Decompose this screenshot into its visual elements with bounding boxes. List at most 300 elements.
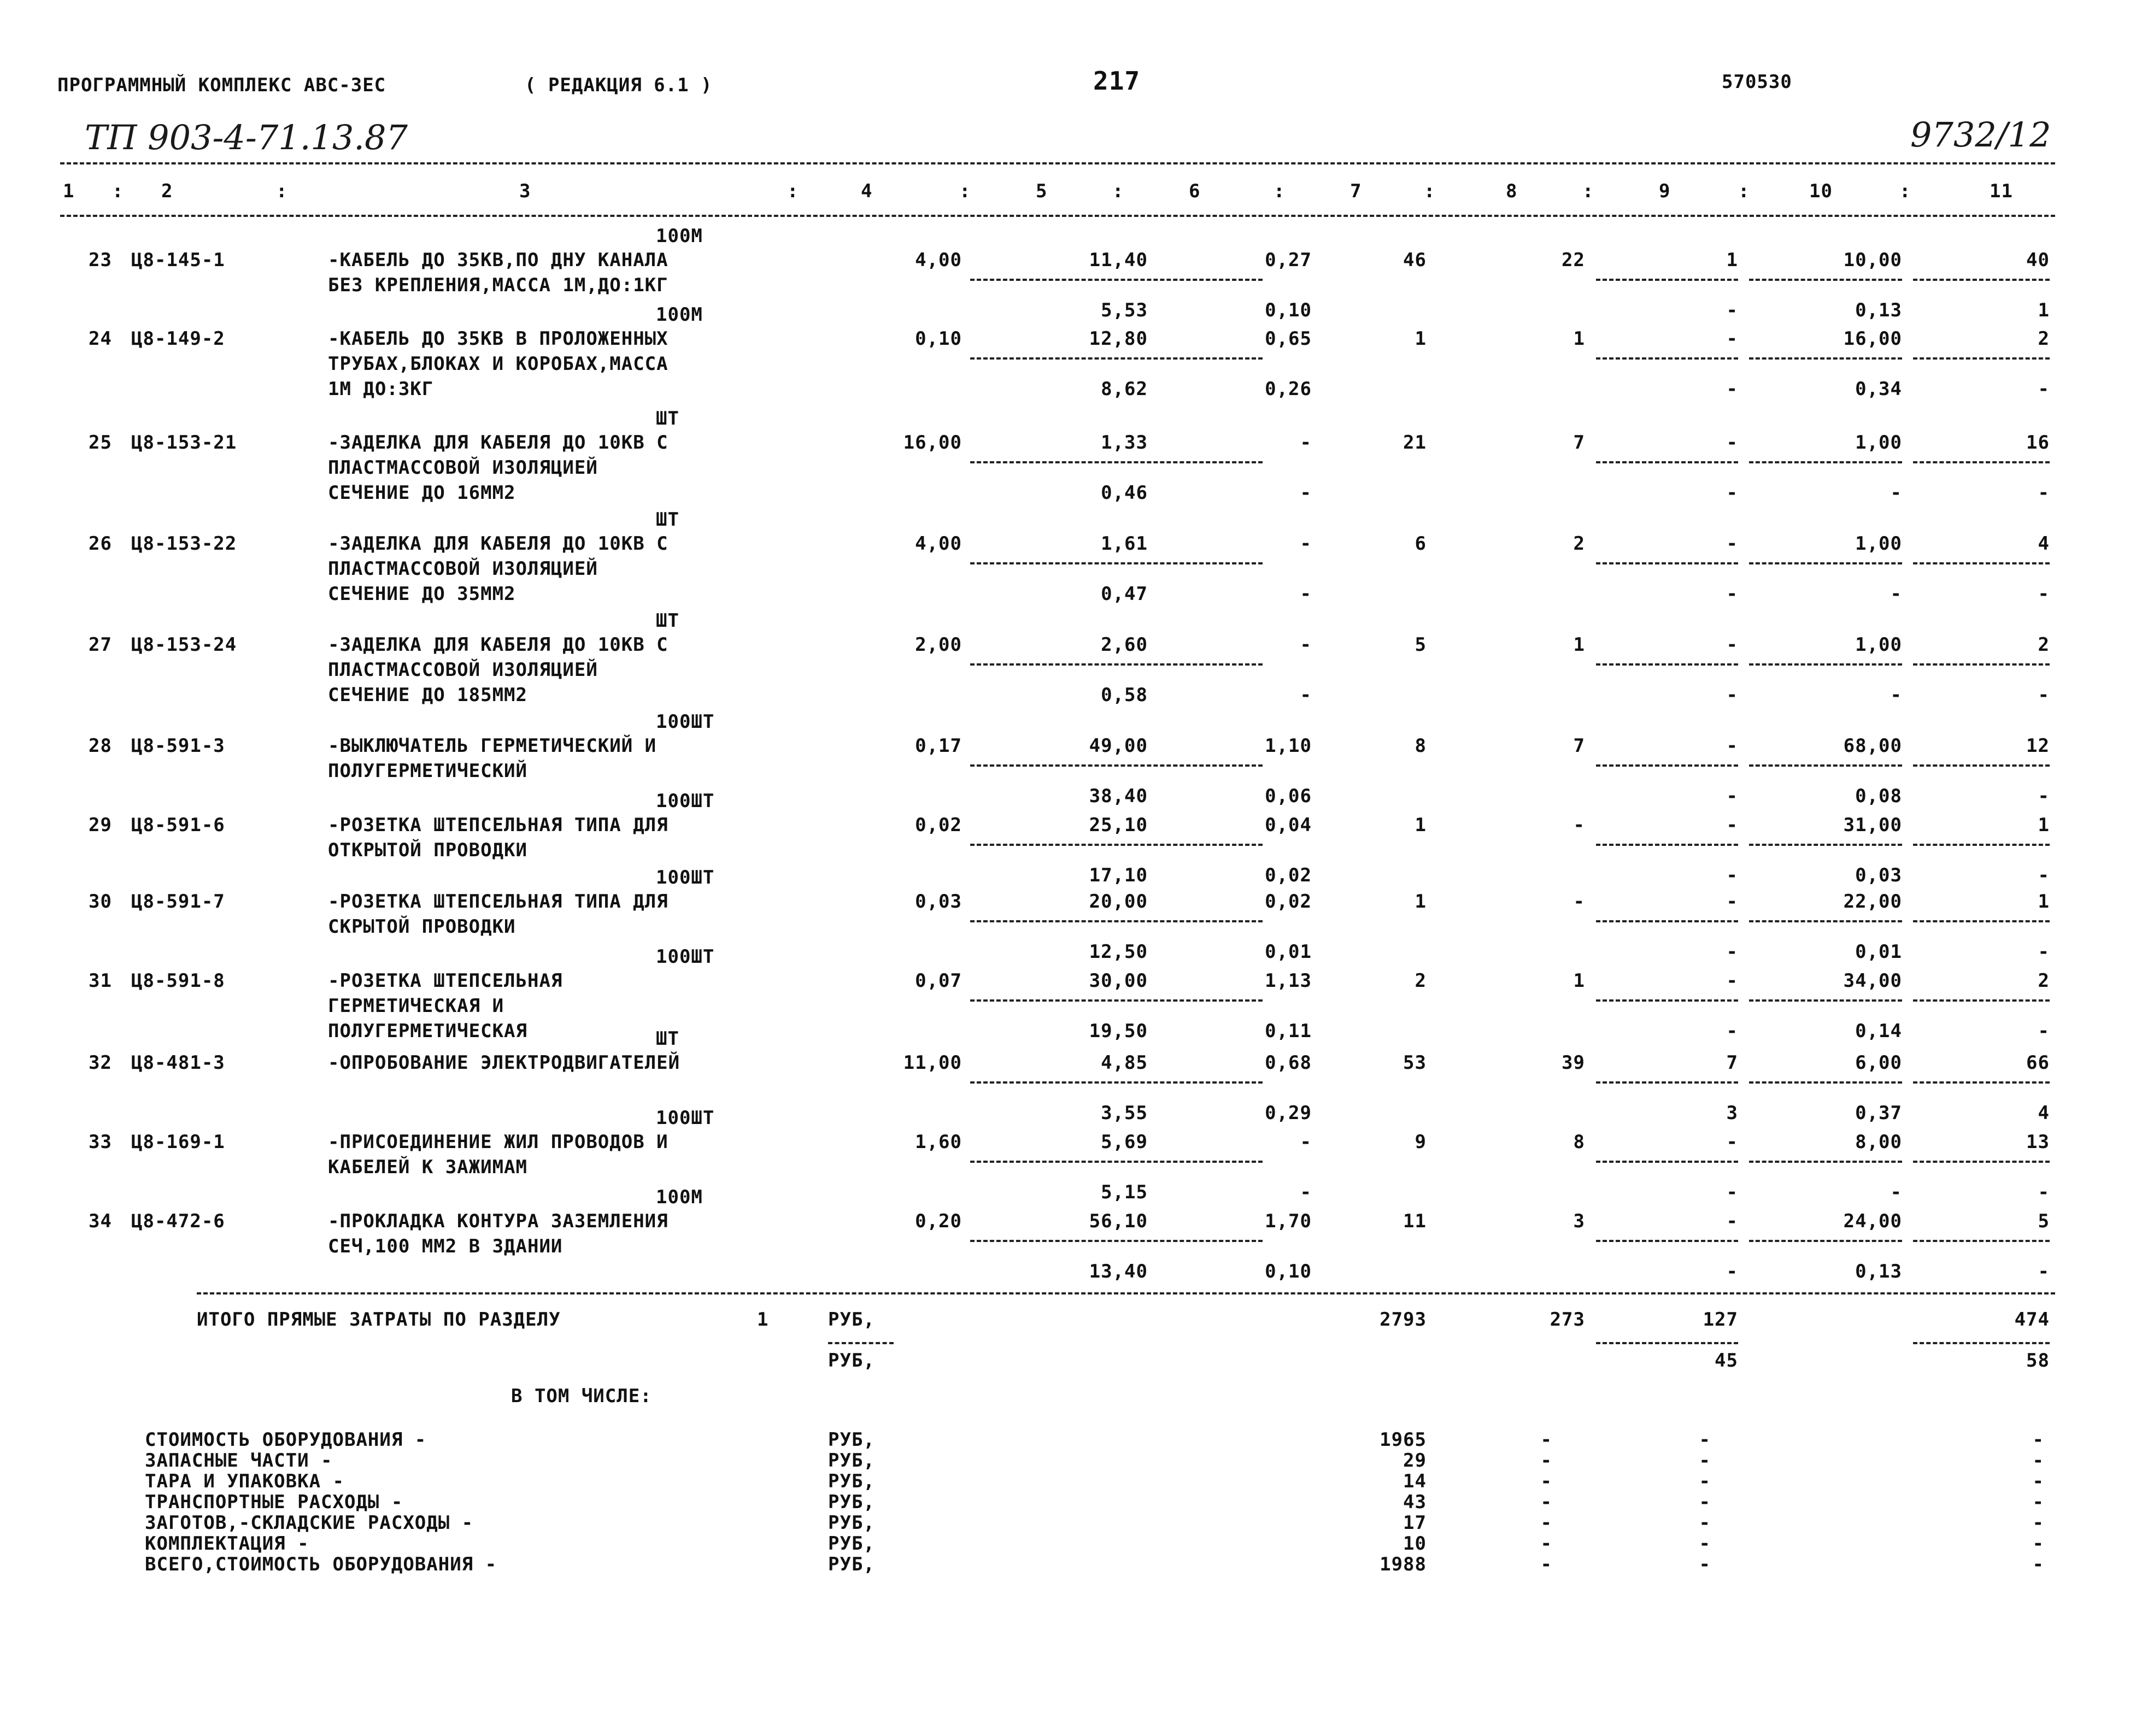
fraction-rule [1913, 920, 2050, 922]
row-description: -ОПРОБОВАНИЕ ЭЛЕКТРОДВИГАТЕЛЕЙ [328, 1052, 680, 1074]
row-c11: 66 [2026, 1052, 2050, 1074]
row-c9: - [1726, 533, 1738, 555]
row-description: СЕЧЕНИЕ ДО 185ММ2 [328, 684, 527, 706]
fraction-rule [1596, 844, 1738, 846]
totals-unit-2: РУБ, [828, 1350, 875, 1372]
row-c6b: - [1300, 684, 1312, 706]
row-c11: 2 [2038, 634, 2050, 656]
page-number: 217 [1093, 66, 1141, 96]
row-description: -ВЫКЛЮЧАТЕЛЬ ГЕРМЕТИЧЕСКИЙ И [328, 735, 657, 757]
fraction-rule [1913, 279, 2050, 281]
row-qty: 0,02 [915, 814, 962, 836]
row-qty: 2,00 [915, 634, 962, 656]
row-c10b: 0,08 [1855, 785, 1902, 807]
row-qty: 0,07 [915, 970, 962, 992]
equipment-label: ТАРА И УПАКОВКА - [145, 1470, 344, 1492]
row-number: 31 [89, 970, 112, 992]
row-description: -ПРОКЛАДКА КОНТУРА ЗАЗЕМЛЕНИЯ [328, 1210, 668, 1232]
row-c6: 0,65 [1265, 328, 1312, 350]
row-c8: 1 [1573, 634, 1585, 656]
row-c11: 12 [2026, 735, 2050, 757]
fraction-rule [1749, 663, 1902, 666]
row-description: ПЛАСТМАССОВОЙ ИЗОЛЯЦИЕЙ [328, 558, 598, 580]
equipment-c9: - [1699, 1470, 1711, 1492]
equipment-c11: - [2032, 1533, 2044, 1555]
row-c5: 56,10 [1089, 1210, 1148, 1232]
row-code: Ц8-153-21 [131, 432, 237, 454]
row-code: Ц8-591-7 [131, 891, 225, 913]
row-c10b: 0,01 [1855, 941, 1902, 963]
row-unit: 100М [656, 225, 703, 247]
totals-c9-rule [1596, 1342, 1738, 1344]
row-number: 26 [89, 533, 112, 555]
row-code: Ц8-153-22 [131, 533, 237, 555]
totals-section: 1 [757, 1309, 769, 1331]
fraction-rule [1913, 999, 2050, 1002]
row-unit: ШТ [656, 610, 679, 632]
row-c6: 1,10 [1265, 735, 1312, 757]
row-c8: - [1573, 814, 1585, 836]
row-c10: 22,00 [1843, 891, 1902, 913]
column-number: 11 [1990, 180, 2013, 202]
row-c5b: 17,10 [1089, 864, 1148, 886]
equipment-label: ЗАГОТОВ,-СКЛАДСКИЕ РАСХОДЫ - [145, 1512, 474, 1534]
equipment-label: ЗАПАСНЫЕ ЧАСТИ - [145, 1450, 333, 1472]
column-separator: : [959, 180, 971, 202]
row-c5b: 5,15 [1101, 1181, 1148, 1203]
row-c10: 6,00 [1855, 1052, 1902, 1074]
equipment-unit: РУБ, [828, 1429, 875, 1451]
column-separator: : [1582, 180, 1594, 202]
row-c10b: - [1890, 583, 1902, 605]
row-c11: 4 [2038, 533, 2050, 555]
row-c10b: 0,13 [1855, 1261, 1902, 1282]
row-description: ПОЛУГЕРМЕТИЧЕСКИЙ [328, 760, 527, 782]
row-qty: 4,00 [915, 533, 962, 555]
row-description: -ПРИСОЕДИНЕНИЕ ЖИЛ ПРОВОДОВ И [328, 1131, 668, 1153]
row-c5b: 0,47 [1101, 583, 1148, 605]
equipment-unit: РУБ, [828, 1553, 875, 1575]
row-c6b: 0,26 [1265, 378, 1312, 400]
fraction-rule [1749, 920, 1902, 922]
row-description: ПЛАСТМАССОВОЙ ИЗОЛЯЦИЕЙ [328, 659, 598, 681]
row-c9b: - [1726, 684, 1738, 706]
equipment-unit: РУБ, [828, 1470, 875, 1492]
row-description: -ЗАДЕЛКА ДЛЯ КАБЕЛЯ ДО 10КВ С [328, 634, 668, 656]
equipment-unit: РУБ, [828, 1512, 875, 1534]
equipment-label: ТРАНСПОРТНЫЕ РАСХОДЫ - [145, 1491, 403, 1513]
fraction-rule [1913, 844, 2050, 846]
program-title: ПРОГРАММНЫЙ КОМПЛЕКС АВС-ЗЕС [57, 74, 386, 96]
row-c6: 1,13 [1265, 970, 1312, 992]
totals-c9b: 45 [1715, 1350, 1738, 1372]
row-c11: 40 [2026, 249, 2050, 271]
row-description: -ЗАДЕЛКА ДЛЯ КАБЕЛЯ ДО 10КВ С [328, 533, 668, 555]
fraction-rule [1596, 663, 1738, 666]
fraction-rule [1596, 999, 1738, 1002]
equipment-c8: - [1540, 1533, 1552, 1555]
row-c10: 16,00 [1843, 328, 1902, 350]
column-separator: : [1112, 180, 1124, 202]
fraction-rule [1596, 1240, 1738, 1242]
row-description: СЕЧЕНИЕ ДО 35ММ2 [328, 583, 516, 605]
row-c9b: - [1726, 941, 1738, 963]
row-description: СЕЧ,100 ММ2 В ЗДАНИИ [328, 1235, 563, 1257]
row-c9b: - [1726, 864, 1738, 886]
row-c11: 2 [2038, 970, 2050, 992]
row-c6: 0,68 [1265, 1052, 1312, 1074]
fraction-rule [1596, 357, 1738, 360]
row-c5b: 19,50 [1089, 1020, 1148, 1042]
row-c11: 5 [2038, 1210, 2050, 1232]
row-number: 32 [89, 1052, 112, 1074]
row-unit: ШТ [656, 509, 679, 531]
row-code: Ц8-481-3 [131, 1052, 225, 1074]
row-c6b: 0,02 [1265, 864, 1312, 886]
row-description: ОТКРЫТОЙ ПРОВОДКИ [328, 839, 527, 861]
row-code: Ц8-591-3 [131, 735, 225, 757]
row-c11b: - [2038, 941, 2050, 963]
row-c10: 31,00 [1843, 814, 1902, 836]
row-unit: 100ШТ [656, 1107, 715, 1129]
row-c6b: 0,01 [1265, 941, 1312, 963]
row-c7: 1 [1415, 814, 1427, 836]
equipment-c11: - [2032, 1470, 2044, 1492]
column-number: 3 [519, 180, 531, 202]
row-c11b: - [2038, 1020, 2050, 1042]
fraction-rule [1913, 357, 2050, 360]
row-unit: ШТ [656, 408, 679, 429]
row-qty: 11,00 [903, 1052, 962, 1074]
column-number: 2 [161, 180, 173, 202]
fraction-rule [1749, 1081, 1902, 1084]
row-c11b: - [2038, 785, 2050, 807]
row-c6b: 0,10 [1265, 1261, 1312, 1282]
equipment-c11: - [2032, 1553, 2044, 1575]
column-number: 8 [1506, 180, 1518, 202]
fraction-rule [970, 279, 1263, 281]
row-c9b: - [1726, 482, 1738, 504]
row-c9: - [1726, 1210, 1738, 1232]
fraction-rule [1749, 1161, 1902, 1163]
equipment-unit: РУБ, [828, 1491, 875, 1513]
row-c8: 22 [1562, 249, 1585, 271]
row-c6: 1,70 [1265, 1210, 1312, 1232]
fraction-rule [1913, 663, 2050, 666]
row-description: СЕЧЕНИЕ ДО 16ММ2 [328, 482, 516, 504]
fraction-rule [1749, 357, 1902, 360]
row-c6: 0,04 [1265, 814, 1312, 836]
totals-c9: 127 [1703, 1309, 1738, 1331]
column-number: 1 [63, 180, 75, 202]
equipment-c7: 43 [1403, 1491, 1427, 1513]
equipment-c7: 14 [1403, 1470, 1427, 1492]
row-c6b: 0,29 [1265, 1102, 1312, 1124]
row-c11b: 4 [2038, 1102, 2050, 1124]
column-number: 10 [1809, 180, 1833, 202]
column-separator: : [1424, 180, 1436, 202]
row-code: Ц8-145-1 [131, 249, 225, 271]
row-c7: 1 [1415, 891, 1427, 913]
fraction-rule [970, 461, 1263, 463]
row-c10b: 0,13 [1855, 299, 1902, 321]
row-code: Ц8-149-2 [131, 328, 225, 350]
fraction-rule [1913, 461, 2050, 463]
row-description: -РОЗЕТКА ШТЕПСЕЛЬНАЯ ТИПА ДЛЯ [328, 814, 668, 836]
row-number: 27 [89, 634, 112, 656]
row-number: 25 [89, 432, 112, 454]
row-c7: 53 [1403, 1052, 1427, 1074]
row-qty: 0,03 [915, 891, 962, 913]
row-c11b: - [2038, 583, 2050, 605]
row-c11b: 1 [2038, 299, 2050, 321]
totals-c8: 273 [1550, 1309, 1585, 1331]
row-description: СКРЫТОЙ ПРОВОДКИ [328, 916, 516, 938]
row-c11b: - [2038, 684, 2050, 706]
row-c9: - [1726, 634, 1738, 656]
row-description: КАБЕЛЕЙ К ЗАЖИМАМ [328, 1156, 527, 1178]
row-c7: 1 [1415, 328, 1427, 350]
row-c5: 12,80 [1089, 328, 1148, 350]
row-c7: 6 [1415, 533, 1427, 555]
row-description: -РОЗЕТКА ШТЕПСЕЛЬНАЯ [328, 970, 563, 992]
row-unit: ШТ [656, 1028, 679, 1050]
row-c9: - [1726, 328, 1738, 350]
row-c5b: 5,53 [1101, 299, 1148, 321]
equipment-c9: - [1699, 1533, 1711, 1555]
fraction-rule [1596, 562, 1738, 564]
row-c11: 16 [2026, 432, 2050, 454]
equipment-c8: - [1540, 1450, 1552, 1472]
fraction-rule [1596, 764, 1738, 767]
row-c11: 1 [2038, 891, 2050, 913]
row-code: Ц8-153-24 [131, 634, 237, 656]
row-c7: 21 [1403, 432, 1427, 454]
document-code: 570530 [1722, 71, 1792, 93]
totals-c11: 474 [2014, 1309, 2050, 1331]
row-number: 30 [89, 891, 112, 913]
row-c5b: 0,58 [1101, 684, 1148, 706]
fraction-rule [1913, 764, 2050, 767]
row-c5: 4,85 [1101, 1052, 1148, 1074]
fraction-rule [1596, 461, 1738, 463]
equipment-c11: - [2032, 1491, 2044, 1513]
row-unit: 100ШТ [656, 867, 715, 888]
equipment-c7: 17 [1403, 1512, 1427, 1534]
row-c5: 1,33 [1101, 432, 1148, 454]
fraction-rule [970, 920, 1263, 922]
column-separator: : [276, 180, 288, 202]
row-c9: - [1726, 814, 1738, 836]
column-number: 9 [1659, 180, 1671, 202]
column-separator: : [112, 180, 124, 202]
row-c7: 8 [1415, 735, 1427, 757]
fraction-rule [1749, 1240, 1902, 1242]
row-c6b: 0,10 [1265, 299, 1312, 321]
row-c9b: - [1726, 1020, 1738, 1042]
row-c11b: - [2038, 1181, 2050, 1203]
row-c5: 30,00 [1089, 970, 1148, 992]
row-unit: 100ШТ [656, 711, 715, 733]
equipment-c9: - [1699, 1512, 1711, 1534]
equipment-c7: 1988 [1380, 1553, 1427, 1575]
equipment-label: КОМПЛЕКТАЦИЯ - [145, 1533, 309, 1555]
equipment-c8: - [1540, 1553, 1552, 1575]
equipment-unit: РУБ, [828, 1533, 875, 1555]
row-code: Ц8-472-6 [131, 1210, 225, 1232]
row-c6: - [1300, 1131, 1312, 1153]
row-c5b: 38,40 [1089, 785, 1148, 807]
row-c5: 1,61 [1101, 533, 1148, 555]
row-c10b: 0,37 [1855, 1102, 1902, 1124]
fraction-rule [1749, 999, 1902, 1002]
column-separator: : [1274, 180, 1286, 202]
sheet-reference: 9732/12 [1910, 115, 2051, 155]
equipment-c9: - [1699, 1553, 1711, 1575]
row-c11b: - [2038, 864, 2050, 886]
row-c5b: 12,50 [1089, 941, 1148, 963]
equipment-c8: - [1540, 1512, 1552, 1534]
row-number: 24 [89, 328, 112, 350]
fraction-rule [1913, 1240, 2050, 1242]
equipment-unit: РУБ, [828, 1450, 875, 1472]
row-c10b: 0,14 [1855, 1020, 1902, 1042]
totals-c7: 2793 [1380, 1309, 1427, 1331]
row-qty: 16,00 [903, 432, 962, 454]
fraction-rule [1749, 461, 1902, 463]
row-c8: 39 [1562, 1052, 1585, 1074]
row-c9: - [1726, 1131, 1738, 1153]
project-code: ТП 903-4-71.13.87 [85, 117, 408, 157]
totals-unit-rule [828, 1342, 894, 1344]
row-number: 28 [89, 735, 112, 757]
row-c7: 46 [1403, 249, 1427, 271]
fraction-rule [1749, 279, 1902, 281]
edition-label: ( РЕДАКЦИЯ 6.1 ) [525, 74, 713, 96]
row-c9b: - [1726, 1261, 1738, 1282]
including-label: В ТОМ ЧИСЛЕ: [511, 1385, 652, 1407]
row-qty: 0,20 [915, 1210, 962, 1232]
row-unit: 100М [656, 304, 703, 326]
fraction-rule [970, 764, 1263, 767]
row-number: 33 [89, 1131, 112, 1153]
row-c8: 1 [1573, 970, 1585, 992]
fraction-rule [1596, 279, 1738, 281]
row-c11b: - [2038, 482, 2050, 504]
row-c6: - [1300, 634, 1312, 656]
row-description: 1М ДО:3КГ [328, 378, 434, 400]
row-c10: 1,00 [1855, 533, 1902, 555]
row-c9: - [1726, 432, 1738, 454]
row-c6: - [1300, 533, 1312, 555]
row-c8: 2 [1573, 533, 1585, 555]
fraction-rule [1913, 1161, 2050, 1163]
fraction-rule [1596, 1081, 1738, 1084]
row-c9: 7 [1726, 1052, 1738, 1074]
row-description: ГЕРМЕТИЧЕСКАЯ И [328, 995, 504, 1017]
row-code: Ц8-591-8 [131, 970, 225, 992]
row-c6: - [1300, 432, 1312, 454]
row-c8: 7 [1573, 735, 1585, 757]
fraction-rule [1749, 562, 1902, 564]
fraction-rule [1749, 844, 1902, 846]
fraction-rule [1749, 764, 1902, 767]
fraction-rule [970, 562, 1263, 564]
row-c7: 2 [1415, 970, 1427, 992]
equipment-c11: - [2032, 1512, 2044, 1534]
row-c11: 2 [2038, 328, 2050, 350]
row-c7: 11 [1403, 1210, 1427, 1232]
row-qty: 1,60 [915, 1131, 962, 1153]
row-c5b: 3,55 [1101, 1102, 1148, 1124]
fraction-rule [970, 1161, 1263, 1163]
row-number: 23 [89, 249, 112, 271]
row-c10b: - [1890, 1181, 1902, 1203]
row-c11: 1 [2038, 814, 2050, 836]
row-unit: 100ШТ [656, 790, 715, 812]
equipment-c8: - [1540, 1470, 1552, 1492]
totals-c11-rule [1913, 1342, 2050, 1344]
equipment-label: СТОИМОСТЬ ОБОРУДОВАНИЯ - [145, 1429, 427, 1451]
row-c10: 68,00 [1843, 735, 1902, 757]
equipment-c7: 10 [1403, 1533, 1427, 1555]
row-c6b: - [1300, 1181, 1312, 1203]
equipment-c7: 29 [1403, 1450, 1427, 1472]
equipment-c9: - [1699, 1429, 1711, 1451]
row-description: ПОЛУГЕРМЕТИЧЕСКАЯ [328, 1020, 527, 1042]
row-description: ТРУБАХ,БЛОКАХ И КОРОБАХ,МАССА [328, 353, 668, 375]
row-c10: 10,00 [1843, 249, 1902, 271]
header-rule [60, 162, 2055, 164]
row-c10b: 0,03 [1855, 864, 1902, 886]
equipment-c11: - [2032, 1429, 2044, 1451]
fraction-rule [970, 1240, 1263, 1242]
row-c10: 1,00 [1855, 634, 1902, 656]
row-code: Ц8-591-6 [131, 814, 225, 836]
equipment-c8: - [1540, 1491, 1552, 1513]
row-c10: 8,00 [1855, 1131, 1902, 1153]
equipment-label: ВСЕГО,СТОИМОСТЬ ОБОРУДОВАНИЯ - [145, 1553, 497, 1575]
row-c7: 9 [1415, 1131, 1427, 1153]
row-c5: 25,10 [1089, 814, 1148, 836]
fraction-rule [970, 844, 1263, 846]
row-c11b: - [2038, 1261, 2050, 1282]
row-description: -РОЗЕТКА ШТЕПСЕЛЬНАЯ ТИПА ДЛЯ [328, 891, 668, 913]
row-c8: - [1573, 891, 1585, 913]
row-description: -ЗАДЕЛКА ДЛЯ КАБЕЛЯ ДО 10КВ С [328, 432, 668, 454]
column-header-rule [60, 215, 2055, 217]
totals-label: ИТОГО ПРЯМЫЕ ЗАТРАТЫ ПО РАЗДЕЛУ [197, 1309, 561, 1331]
row-c5: 49,00 [1089, 735, 1148, 757]
row-description: ПЛАСТМАССОВОЙ ИЗОЛЯЦИЕЙ [328, 457, 598, 479]
column-number: 5 [1036, 180, 1048, 202]
fraction-rule [1596, 1161, 1738, 1163]
fraction-rule [970, 999, 1263, 1002]
row-c10b: - [1890, 684, 1902, 706]
row-c9b: - [1726, 1181, 1738, 1203]
equipment-c8: - [1540, 1429, 1552, 1451]
totals-rule [197, 1292, 2055, 1294]
row-c6: 0,02 [1265, 891, 1312, 913]
row-c6: 0,27 [1265, 249, 1312, 271]
row-c10: 1,00 [1855, 432, 1902, 454]
row-c5b: 8,62 [1101, 378, 1148, 400]
equipment-c9: - [1699, 1491, 1711, 1513]
row-c9b: - [1726, 378, 1738, 400]
row-c6b: 0,11 [1265, 1020, 1312, 1042]
row-c9b: - [1726, 583, 1738, 605]
row-unit: 100ШТ [656, 946, 715, 968]
